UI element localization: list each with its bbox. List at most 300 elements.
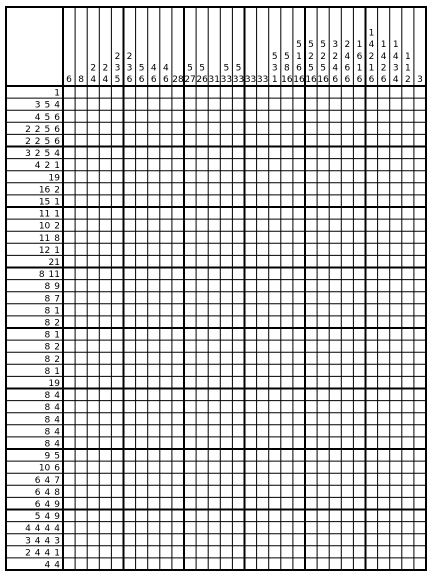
grid-cell[interactable] xyxy=(63,147,75,159)
grid-cell[interactable] xyxy=(148,389,160,401)
grid-cell[interactable] xyxy=(111,183,123,195)
grid-cell[interactable] xyxy=(196,328,208,340)
grid-cell[interactable] xyxy=(293,558,305,570)
grid-cell[interactable] xyxy=(269,98,281,110)
grid-cell[interactable] xyxy=(232,461,244,473)
grid-cell[interactable] xyxy=(99,268,111,280)
grid-cell[interactable] xyxy=(196,413,208,425)
grid-cell[interactable] xyxy=(414,340,426,352)
grid-cell[interactable] xyxy=(148,534,160,546)
grid-cell[interactable] xyxy=(220,510,232,522)
grid-cell[interactable] xyxy=(414,449,426,461)
grid-cell[interactable] xyxy=(160,401,172,413)
grid-cell[interactable] xyxy=(305,510,317,522)
grid-cell[interactable] xyxy=(353,86,365,98)
grid-cell[interactable] xyxy=(75,413,87,425)
grid-cell[interactable] xyxy=(257,231,269,243)
grid-cell[interactable] xyxy=(293,328,305,340)
grid-cell[interactable] xyxy=(366,243,378,255)
grid-cell[interactable] xyxy=(87,195,99,207)
grid-cell[interactable] xyxy=(63,292,75,304)
grid-cell[interactable] xyxy=(172,413,184,425)
grid-cell[interactable] xyxy=(317,268,329,280)
grid-cell[interactable] xyxy=(341,316,353,328)
grid-cell[interactable] xyxy=(390,522,402,534)
grid-cell[interactable] xyxy=(402,243,414,255)
grid-cell[interactable] xyxy=(196,98,208,110)
grid-cell[interactable] xyxy=(390,134,402,146)
grid-cell[interactable] xyxy=(184,364,196,376)
grid-cell[interactable] xyxy=(305,110,317,122)
grid-cell[interactable] xyxy=(232,485,244,497)
grid-cell[interactable] xyxy=(148,98,160,110)
grid-cell[interactable] xyxy=(414,147,426,159)
grid-cell[interactable] xyxy=(99,376,111,388)
grid-cell[interactable] xyxy=(136,195,148,207)
grid-cell[interactable] xyxy=(366,122,378,134)
grid-cell[interactable] xyxy=(366,171,378,183)
grid-cell[interactable] xyxy=(341,219,353,231)
grid-cell[interactable] xyxy=(160,376,172,388)
grid-cell[interactable] xyxy=(99,485,111,497)
grid-cell[interactable] xyxy=(87,292,99,304)
grid-cell[interactable] xyxy=(329,425,341,437)
grid-cell[interactable] xyxy=(87,340,99,352)
grid-cell[interactable] xyxy=(208,231,220,243)
grid-cell[interactable] xyxy=(378,389,390,401)
grid-cell[interactable] xyxy=(353,534,365,546)
grid-cell[interactable] xyxy=(172,340,184,352)
grid-cell[interactable] xyxy=(293,280,305,292)
grid-cell[interactable] xyxy=(196,122,208,134)
grid-cell[interactable] xyxy=(414,207,426,219)
grid-cell[interactable] xyxy=(160,98,172,110)
grid-cell[interactable] xyxy=(124,364,136,376)
grid-cell[interactable] xyxy=(378,376,390,388)
grid-cell[interactable] xyxy=(160,510,172,522)
grid-cell[interactable] xyxy=(317,328,329,340)
grid-cell[interactable] xyxy=(220,425,232,437)
grid-cell[interactable] xyxy=(148,183,160,195)
grid-cell[interactable] xyxy=(87,147,99,159)
grid-cell[interactable] xyxy=(75,159,87,171)
grid-cell[interactable] xyxy=(402,376,414,388)
grid-cell[interactable] xyxy=(414,376,426,388)
grid-cell[interactable] xyxy=(220,98,232,110)
grid-cell[interactable] xyxy=(87,510,99,522)
grid-cell[interactable] xyxy=(353,292,365,304)
grid-cell[interactable] xyxy=(414,425,426,437)
grid-cell[interactable] xyxy=(172,159,184,171)
grid-cell[interactable] xyxy=(208,449,220,461)
grid-cell[interactable] xyxy=(232,292,244,304)
grid-cell[interactable] xyxy=(99,304,111,316)
grid-cell[interactable] xyxy=(378,413,390,425)
grid-cell[interactable] xyxy=(87,437,99,449)
grid-cell[interactable] xyxy=(136,485,148,497)
grid-cell[interactable] xyxy=(402,110,414,122)
grid-cell[interactable] xyxy=(402,352,414,364)
grid-cell[interactable] xyxy=(87,473,99,485)
grid-cell[interactable] xyxy=(293,207,305,219)
grid-cell[interactable] xyxy=(414,243,426,255)
grid-cell[interactable] xyxy=(378,231,390,243)
grid-cell[interactable] xyxy=(232,98,244,110)
grid-cell[interactable] xyxy=(366,534,378,546)
grid-cell[interactable] xyxy=(257,86,269,98)
grid-cell[interactable] xyxy=(305,473,317,485)
grid-cell[interactable] xyxy=(232,207,244,219)
grid-cell[interactable] xyxy=(353,280,365,292)
grid-cell[interactable] xyxy=(124,461,136,473)
grid-cell[interactable] xyxy=(232,473,244,485)
grid-cell[interactable] xyxy=(196,558,208,570)
grid-cell[interactable] xyxy=(257,340,269,352)
grid-cell[interactable] xyxy=(136,340,148,352)
grid-cell[interactable] xyxy=(87,316,99,328)
grid-cell[interactable] xyxy=(148,207,160,219)
grid-cell[interactable] xyxy=(366,522,378,534)
grid-cell[interactable] xyxy=(184,413,196,425)
grid-cell[interactable] xyxy=(75,449,87,461)
grid-cell[interactable] xyxy=(99,110,111,122)
grid-cell[interactable] xyxy=(317,449,329,461)
grid-cell[interactable] xyxy=(293,389,305,401)
grid-cell[interactable] xyxy=(378,304,390,316)
grid-cell[interactable] xyxy=(257,122,269,134)
grid-cell[interactable] xyxy=(232,413,244,425)
grid-cell[interactable] xyxy=(329,401,341,413)
grid-cell[interactable] xyxy=(366,86,378,98)
grid-cell[interactable] xyxy=(220,243,232,255)
grid-cell[interactable] xyxy=(220,171,232,183)
grid-cell[interactable] xyxy=(281,389,293,401)
grid-cell[interactable] xyxy=(257,401,269,413)
grid-cell[interactable] xyxy=(269,558,281,570)
grid-cell[interactable] xyxy=(293,195,305,207)
grid-cell[interactable] xyxy=(111,558,123,570)
grid-cell[interactable] xyxy=(124,473,136,485)
grid-cell[interactable] xyxy=(124,497,136,509)
grid-cell[interactable] xyxy=(124,546,136,558)
grid-cell[interactable] xyxy=(317,134,329,146)
grid-cell[interactable] xyxy=(184,183,196,195)
grid-cell[interactable] xyxy=(293,364,305,376)
grid-cell[interactable] xyxy=(208,401,220,413)
grid-cell[interactable] xyxy=(329,546,341,558)
grid-cell[interactable] xyxy=(305,171,317,183)
grid-cell[interactable] xyxy=(160,558,172,570)
grid-cell[interactable] xyxy=(402,449,414,461)
grid-cell[interactable] xyxy=(245,376,257,388)
grid-cell[interactable] xyxy=(269,352,281,364)
grid-cell[interactable] xyxy=(63,473,75,485)
grid-cell[interactable] xyxy=(124,98,136,110)
grid-cell[interactable] xyxy=(160,122,172,134)
grid-cell[interactable] xyxy=(232,122,244,134)
grid-cell[interactable] xyxy=(111,546,123,558)
grid-cell[interactable] xyxy=(414,304,426,316)
grid-cell[interactable] xyxy=(99,546,111,558)
grid-cell[interactable] xyxy=(341,159,353,171)
grid-cell[interactable] xyxy=(378,292,390,304)
grid-cell[interactable] xyxy=(99,292,111,304)
grid-cell[interactable] xyxy=(317,352,329,364)
grid-cell[interactable] xyxy=(160,207,172,219)
grid-cell[interactable] xyxy=(87,243,99,255)
grid-cell[interactable] xyxy=(172,110,184,122)
grid-cell[interactable] xyxy=(245,195,257,207)
grid-cell[interactable] xyxy=(257,510,269,522)
grid-cell[interactable] xyxy=(232,231,244,243)
grid-cell[interactable] xyxy=(341,304,353,316)
grid-cell[interactable] xyxy=(305,328,317,340)
grid-cell[interactable] xyxy=(196,425,208,437)
grid-cell[interactable] xyxy=(87,389,99,401)
grid-cell[interactable] xyxy=(87,425,99,437)
grid-cell[interactable] xyxy=(196,171,208,183)
grid-cell[interactable] xyxy=(87,461,99,473)
grid-cell[interactable] xyxy=(329,510,341,522)
grid-cell[interactable] xyxy=(148,243,160,255)
grid-cell[interactable] xyxy=(208,534,220,546)
grid-cell[interactable] xyxy=(220,376,232,388)
grid-cell[interactable] xyxy=(390,473,402,485)
grid-cell[interactable] xyxy=(353,473,365,485)
grid-cell[interactable] xyxy=(148,134,160,146)
grid-cell[interactable] xyxy=(269,449,281,461)
grid-cell[interactable] xyxy=(269,171,281,183)
grid-cell[interactable] xyxy=(220,485,232,497)
grid-cell[interactable] xyxy=(329,497,341,509)
grid-cell[interactable] xyxy=(305,522,317,534)
grid-cell[interactable] xyxy=(414,122,426,134)
grid-cell[interactable] xyxy=(99,340,111,352)
grid-cell[interactable] xyxy=(378,134,390,146)
grid-cell[interactable] xyxy=(136,122,148,134)
grid-cell[interactable] xyxy=(281,340,293,352)
grid-cell[interactable] xyxy=(196,243,208,255)
grid-cell[interactable] xyxy=(136,110,148,122)
grid-cell[interactable] xyxy=(366,110,378,122)
grid-cell[interactable] xyxy=(390,98,402,110)
grid-cell[interactable] xyxy=(232,147,244,159)
grid-cell[interactable] xyxy=(257,304,269,316)
grid-cell[interactable] xyxy=(281,522,293,534)
grid-cell[interactable] xyxy=(160,110,172,122)
grid-cell[interactable] xyxy=(353,268,365,280)
grid-cell[interactable] xyxy=(136,546,148,558)
grid-cell[interactable] xyxy=(366,304,378,316)
grid-cell[interactable] xyxy=(111,401,123,413)
grid-cell[interactable] xyxy=(245,522,257,534)
grid-cell[interactable] xyxy=(232,159,244,171)
grid-cell[interactable] xyxy=(257,280,269,292)
grid-cell[interactable] xyxy=(124,147,136,159)
grid-cell[interactable] xyxy=(378,207,390,219)
grid-cell[interactable] xyxy=(87,171,99,183)
grid-cell[interactable] xyxy=(136,147,148,159)
grid-cell[interactable] xyxy=(184,134,196,146)
grid-cell[interactable] xyxy=(329,352,341,364)
grid-cell[interactable] xyxy=(341,546,353,558)
grid-cell[interactable] xyxy=(75,485,87,497)
grid-cell[interactable] xyxy=(353,413,365,425)
grid-cell[interactable] xyxy=(257,425,269,437)
grid-cell[interactable] xyxy=(366,389,378,401)
grid-cell[interactable] xyxy=(99,219,111,231)
grid-cell[interactable] xyxy=(196,255,208,267)
grid-cell[interactable] xyxy=(402,231,414,243)
grid-cell[interactable] xyxy=(245,401,257,413)
grid-cell[interactable] xyxy=(378,340,390,352)
grid-cell[interactable] xyxy=(220,461,232,473)
grid-cell[interactable] xyxy=(281,534,293,546)
grid-cell[interactable] xyxy=(402,389,414,401)
grid-cell[interactable] xyxy=(136,497,148,509)
grid-cell[interactable] xyxy=(353,219,365,231)
grid-cell[interactable] xyxy=(281,86,293,98)
grid-cell[interactable] xyxy=(99,98,111,110)
grid-cell[interactable] xyxy=(75,316,87,328)
grid-cell[interactable] xyxy=(402,510,414,522)
grid-cell[interactable] xyxy=(366,546,378,558)
grid-cell[interactable] xyxy=(317,147,329,159)
grid-cell[interactable] xyxy=(353,522,365,534)
grid-cell[interactable] xyxy=(414,352,426,364)
grid-cell[interactable] xyxy=(184,558,196,570)
grid-cell[interactable] xyxy=(329,134,341,146)
grid-cell[interactable] xyxy=(257,485,269,497)
grid-cell[interactable] xyxy=(245,558,257,570)
grid-cell[interactable] xyxy=(390,558,402,570)
grid-cell[interactable] xyxy=(111,510,123,522)
grid-cell[interactable] xyxy=(305,558,317,570)
grid-cell[interactable] xyxy=(99,534,111,546)
grid-cell[interactable] xyxy=(148,159,160,171)
grid-cell[interactable] xyxy=(232,86,244,98)
grid-cell[interactable] xyxy=(341,207,353,219)
grid-cell[interactable] xyxy=(220,183,232,195)
grid-cell[interactable] xyxy=(124,449,136,461)
grid-cell[interactable] xyxy=(281,413,293,425)
grid-cell[interactable] xyxy=(172,328,184,340)
grid-cell[interactable] xyxy=(281,231,293,243)
grid-cell[interactable] xyxy=(281,425,293,437)
grid-cell[interactable] xyxy=(245,207,257,219)
grid-cell[interactable] xyxy=(160,389,172,401)
grid-cell[interactable] xyxy=(317,364,329,376)
grid-cell[interactable] xyxy=(136,292,148,304)
grid-cell[interactable] xyxy=(414,110,426,122)
grid-cell[interactable] xyxy=(414,461,426,473)
grid-cell[interactable] xyxy=(220,268,232,280)
grid-cell[interactable] xyxy=(269,522,281,534)
grid-cell[interactable] xyxy=(281,485,293,497)
grid-cell[interactable] xyxy=(366,255,378,267)
grid-cell[interactable] xyxy=(63,389,75,401)
grid-cell[interactable] xyxy=(293,449,305,461)
grid-cell[interactable] xyxy=(390,401,402,413)
grid-cell[interactable] xyxy=(220,147,232,159)
grid-cell[interactable] xyxy=(87,485,99,497)
grid-cell[interactable] xyxy=(136,304,148,316)
grid-cell[interactable] xyxy=(378,195,390,207)
grid-cell[interactable] xyxy=(293,219,305,231)
grid-cell[interactable] xyxy=(111,461,123,473)
grid-cell[interactable] xyxy=(317,171,329,183)
grid-cell[interactable] xyxy=(353,195,365,207)
grid-cell[interactable] xyxy=(184,110,196,122)
grid-cell[interactable] xyxy=(99,134,111,146)
grid-cell[interactable] xyxy=(305,147,317,159)
grid-cell[interactable] xyxy=(402,522,414,534)
grid-cell[interactable] xyxy=(390,255,402,267)
grid-cell[interactable] xyxy=(390,449,402,461)
grid-cell[interactable] xyxy=(378,147,390,159)
grid-cell[interactable] xyxy=(136,255,148,267)
grid-cell[interactable] xyxy=(378,328,390,340)
grid-cell[interactable] xyxy=(172,122,184,134)
grid-cell[interactable] xyxy=(208,340,220,352)
grid-cell[interactable] xyxy=(269,401,281,413)
grid-cell[interactable] xyxy=(329,183,341,195)
grid-cell[interactable] xyxy=(196,147,208,159)
grid-cell[interactable] xyxy=(281,510,293,522)
grid-cell[interactable] xyxy=(99,558,111,570)
grid-cell[interactable] xyxy=(414,534,426,546)
grid-cell[interactable] xyxy=(124,510,136,522)
grid-cell[interactable] xyxy=(317,159,329,171)
grid-cell[interactable] xyxy=(317,534,329,546)
grid-cell[interactable] xyxy=(184,376,196,388)
grid-cell[interactable] xyxy=(87,352,99,364)
grid-cell[interactable] xyxy=(160,268,172,280)
grid-cell[interactable] xyxy=(366,280,378,292)
grid-cell[interactable] xyxy=(341,268,353,280)
grid-cell[interactable] xyxy=(136,134,148,146)
grid-cell[interactable] xyxy=(414,195,426,207)
grid-cell[interactable] xyxy=(378,473,390,485)
grid-cell[interactable] xyxy=(208,316,220,328)
grid-cell[interactable] xyxy=(378,437,390,449)
grid-cell[interactable] xyxy=(257,364,269,376)
grid-cell[interactable] xyxy=(281,171,293,183)
grid-cell[interactable] xyxy=(281,159,293,171)
grid-cell[interactable] xyxy=(111,425,123,437)
grid-cell[interactable] xyxy=(366,292,378,304)
grid-cell[interactable] xyxy=(87,98,99,110)
grid-cell[interactable] xyxy=(414,86,426,98)
grid-cell[interactable] xyxy=(184,522,196,534)
grid-cell[interactable] xyxy=(257,195,269,207)
grid-cell[interactable] xyxy=(75,352,87,364)
grid-cell[interactable] xyxy=(329,534,341,546)
grid-cell[interactable] xyxy=(378,522,390,534)
grid-cell[interactable] xyxy=(414,364,426,376)
grid-cell[interactable] xyxy=(390,340,402,352)
grid-cell[interactable] xyxy=(111,328,123,340)
grid-cell[interactable] xyxy=(366,147,378,159)
grid-cell[interactable] xyxy=(232,522,244,534)
grid-cell[interactable] xyxy=(148,110,160,122)
grid-cell[interactable] xyxy=(341,485,353,497)
grid-cell[interactable] xyxy=(293,497,305,509)
grid-cell[interactable] xyxy=(269,461,281,473)
grid-cell[interactable] xyxy=(317,401,329,413)
grid-cell[interactable] xyxy=(293,401,305,413)
grid-cell[interactable] xyxy=(281,376,293,388)
